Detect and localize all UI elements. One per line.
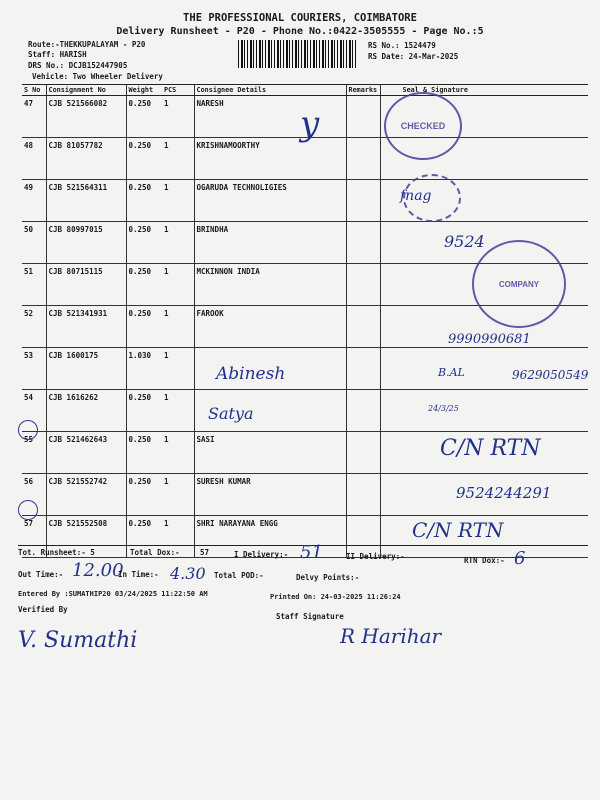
verified-by-label: Verified By <box>18 605 68 614</box>
cell-seal <box>380 390 588 432</box>
cell-pcs: 1 <box>162 96 194 138</box>
cell-consignment: CJB 521552508 <box>46 516 126 558</box>
runsheet-subtitle: Delivery Runsheet - P20 - Phone No.:0422-3505555 - Page No.:5 <box>116 26 484 37</box>
cell-sno: 53 <box>22 348 46 390</box>
cell-sno: 49 <box>22 180 46 222</box>
verified-signature: V. Sumathi <box>18 628 138 653</box>
cell-remarks <box>346 390 380 432</box>
cell-remarks <box>346 306 380 348</box>
handwritten-name-abinesh: Abinesh <box>216 364 286 384</box>
cell-pcs: 1 <box>162 516 194 558</box>
total-pod-label: Total POD:- <box>214 571 264 580</box>
cell-sno: 55 <box>22 432 46 474</box>
rtn-dox-label: RTN Dox:- <box>464 556 505 565</box>
cell-consignee: SASI <box>194 432 346 474</box>
cell-pcs: 1 <box>162 138 194 180</box>
cell-weight: 0.250 <box>126 222 162 264</box>
cell-consignee: KRISHNAMOORTHY <box>194 138 346 180</box>
entered-by: Entered By :SUMATHIP20 03/24/2025 11:22:50 AM <box>18 590 208 598</box>
cell-remarks <box>346 432 380 474</box>
cell-consignment: CJB 81057782 <box>46 138 126 180</box>
cell-consignment: CJB 1600175 <box>46 348 126 390</box>
table-row <box>22 348 588 390</box>
cell-sno: 51 <box>22 264 46 306</box>
handwritten-phone-3: 9524244291 <box>456 484 552 502</box>
printed-on: Printed On: 24-03-2025 11:26:24 <box>270 593 401 601</box>
route: Route:-THEKKUPALAYAM - P20 <box>28 40 146 49</box>
cell-sno: 56 <box>22 474 46 516</box>
col-remarks: Remarks <box>346 85 380 96</box>
cell-weight: 0.250 <box>126 180 162 222</box>
handwritten-cn-rtn-1: C/N RTN <box>440 436 541 461</box>
cell-weight: 0.250 <box>126 264 162 306</box>
delvy-points-label: Delvy Points:- <box>296 573 360 582</box>
staff-signature-label: Staff Signature <box>276 612 344 621</box>
cell-remarks <box>346 264 380 306</box>
cell-remarks <box>346 348 380 390</box>
drs-number: DRS No.: DCJB152447905 <box>28 61 128 70</box>
handwritten-bal: B.AL <box>438 366 465 379</box>
ii-delivery-label: II Delivery:- <box>346 552 405 561</box>
cell-sno: 50 <box>22 222 46 264</box>
handwritten-date: 24/3/25 <box>428 404 459 413</box>
cell-consignment: CJB 521462643 <box>46 432 126 474</box>
table-row <box>22 180 588 222</box>
total-dox-value: 57 <box>200 548 210 557</box>
cell-consignment: CJB 521564311 <box>46 180 126 222</box>
table-row <box>22 390 588 432</box>
i-delivery-value: 51 <box>300 542 323 563</box>
cell-pcs: 1 <box>162 474 194 516</box>
handwritten-mark: y <box>300 104 320 144</box>
cell-sno: 47 <box>22 96 46 138</box>
cell-consignee: SHRI NARAYANA ENGG <box>194 516 346 558</box>
cell-sno: 48 <box>22 138 46 180</box>
staff: Staff: HARISH <box>28 50 87 59</box>
cell-pcs: 1 <box>162 348 194 390</box>
out-time-label: Out Time:- <box>18 570 64 579</box>
cell-consignment: CJB 80715115 <box>46 264 126 306</box>
handwritten-phone-top: 9524 <box>444 232 485 251</box>
cell-pcs: 1 <box>162 264 194 306</box>
cell-remarks <box>346 180 380 222</box>
cell-sno: 57 <box>22 516 46 558</box>
tot-runsheet: Tot. Runsheet:- 5 <box>18 548 95 557</box>
cell-consignment: CJB 521566082 <box>46 96 126 138</box>
col-seal: Seal & Signature <box>380 85 588 96</box>
scribble-signature: fnag <box>400 188 432 204</box>
cell-weight: 0.250 <box>126 432 162 474</box>
cell-remarks <box>346 96 380 138</box>
handwritten-name-satya: Satya <box>208 404 254 423</box>
checked-stamp: CHECKED <box>384 92 462 160</box>
cell-weight: 0.250 <box>126 390 162 432</box>
cell-pcs: 1 <box>162 390 194 432</box>
barcode <box>238 40 358 68</box>
company-stamp: COMPANY <box>472 240 566 328</box>
cell-consignee: MCKINNON INDIA <box>194 264 346 306</box>
cell-pcs: 1 <box>162 432 194 474</box>
col-weight: Weight <box>126 85 162 96</box>
cell-weight: 0.250 <box>126 96 162 138</box>
cell-consignee: OGARUDA TECHNOLIGIES <box>194 180 346 222</box>
circle-mark-57 <box>18 500 38 520</box>
cell-sno: 52 <box>22 306 46 348</box>
cell-remarks <box>346 138 380 180</box>
handwritten-phone-1: 9990990681 <box>448 332 531 347</box>
handwritten-cn-rtn-2: C/N RTN <box>412 518 504 542</box>
total-dox-label: Total Dox:- <box>130 548 180 557</box>
cell-weight: 0.250 <box>126 474 162 516</box>
cell-consignee: BRINDHA <box>194 222 346 264</box>
col-sno: S No <box>22 85 46 96</box>
cell-consignment: CJB 1616262 <box>46 390 126 432</box>
rs-date: RS Date: 24-Mar-2025 <box>368 52 459 61</box>
cell-pcs: 1 <box>162 306 194 348</box>
cell-weight: 0.250 <box>126 138 162 180</box>
table-header-row <box>22 85 588 96</box>
cell-consignee: NARESH <box>194 96 346 138</box>
vehicle: Vehicle: Two Wheeler Delivery <box>32 72 163 81</box>
col-consignee: Consignee Details <box>194 85 346 96</box>
cell-consignment: CJB 80997015 <box>46 222 126 264</box>
col-consignment: Consignment No <box>46 85 126 96</box>
i-delivery-label: I Delivery:- <box>234 550 289 559</box>
out-time-value: 12.00 <box>72 560 124 581</box>
cell-remarks <box>346 474 380 516</box>
cell-weight: 0.250 <box>126 306 162 348</box>
rtn-dox-value: 6 <box>514 548 526 569</box>
in-time-value: 4.30 <box>170 564 206 583</box>
in-time-label: In Time:- <box>118 570 159 579</box>
cell-consignment: CJB 521552742 <box>46 474 126 516</box>
cell-weight: 1.030 <box>126 348 162 390</box>
cell-pcs: 1 <box>162 180 194 222</box>
company-title: THE PROFESSIONAL COURIERS, COIMBATORE <box>183 12 417 24</box>
cell-remarks <box>346 222 380 264</box>
cell-weight: 0.250 <box>126 516 162 558</box>
col-pcs: PCS <box>162 85 194 96</box>
cell-consignee: SURESH KUMAR <box>194 474 346 516</box>
cell-sno: 54 <box>22 390 46 432</box>
circle-mark-55 <box>18 420 38 440</box>
cell-consignee: FAROOK <box>194 306 346 348</box>
cell-pcs: 1 <box>162 222 194 264</box>
cell-consignment: CJB 521341931 <box>46 306 126 348</box>
rs-number: RS No.: 1524479 <box>368 41 436 50</box>
handwritten-phone-2: 9629050549 <box>512 368 589 382</box>
staff-signature: R Harihar <box>340 624 442 648</box>
